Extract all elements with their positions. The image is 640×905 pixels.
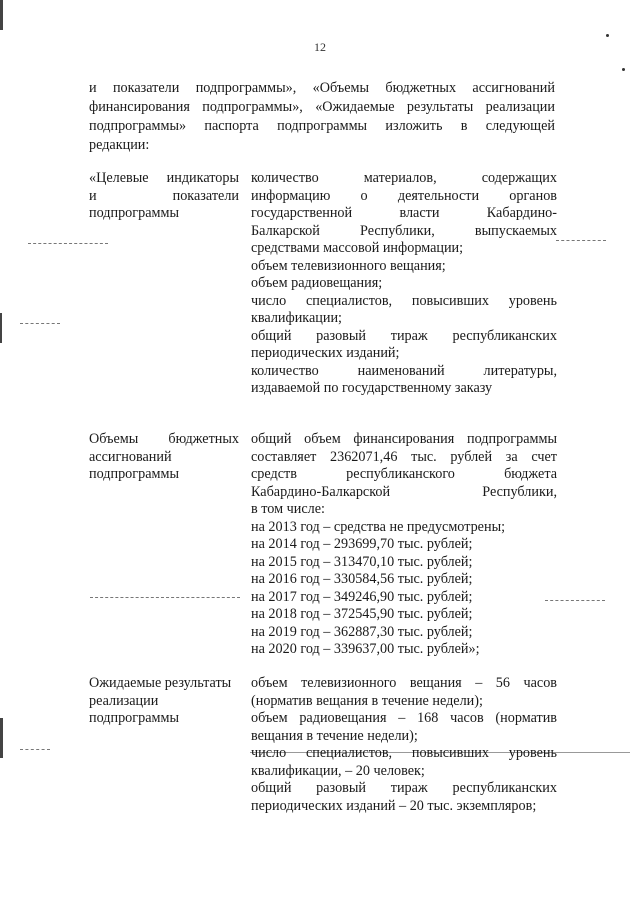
value-line: общий разовый тираж республиканских xyxy=(251,327,557,344)
value-line: на 2017 год – 349246,90 тыс. рублей; xyxy=(251,588,473,605)
label-line: реализации xyxy=(89,692,159,709)
value-line: объем радиовещания – 168 часов (норматив xyxy=(251,710,557,726)
section-budget-allocations xyxy=(89,431,557,659)
value-line: квалификации; xyxy=(251,310,342,326)
intro-line: редакции: xyxy=(89,137,150,153)
intro-paragraph xyxy=(89,79,555,155)
value-line: общий разовый тираж республиканских xyxy=(251,780,557,796)
section-label xyxy=(89,431,251,659)
page-number: 12 xyxy=(314,40,326,54)
value-line: на 2020 год – 339637,00 тыс. рублей»; xyxy=(251,641,480,657)
value-line: в том числе: xyxy=(251,501,325,517)
section-expected-results xyxy=(89,675,557,815)
label-line: подпрограммы xyxy=(89,205,179,221)
section-value xyxy=(251,431,557,659)
value-line: общий объем финансирования подпрограммы xyxy=(251,431,557,447)
label-line: Ожидаемые результаты xyxy=(89,675,232,691)
value-line: периодических изданий; xyxy=(251,345,400,361)
value-line: на 2014 год – 293699,70 тыс. рублей; xyxy=(251,536,473,552)
scan-speck xyxy=(622,68,625,71)
value-line: Кабардино-Балкарской Республики, xyxy=(251,483,557,500)
value-line: средствами массовой информации; xyxy=(251,240,464,256)
value-line: на 2019 год – 362887,30 тыс. рублей; xyxy=(251,623,473,640)
value-line: на 2016 год – 330584,56 тыс. рублей; xyxy=(251,571,473,587)
label-line: подпрограммы xyxy=(89,710,179,726)
label-line: Объемы бюджетных xyxy=(89,431,239,447)
intro-line: подпрограммы» паспорта подпрограммы изложить в следующей xyxy=(89,118,555,134)
value-line: Балкарской Республики, выпускаемых xyxy=(251,222,557,239)
label-line: подпрограммы xyxy=(89,466,179,482)
value-line: вещания в течение недели); xyxy=(251,727,418,744)
value-line: объем радиовещания; xyxy=(251,275,383,291)
scan-line xyxy=(556,240,606,242)
scan-line xyxy=(20,323,60,325)
section-label xyxy=(89,170,251,398)
value-line: средств республиканского бюджета xyxy=(251,466,557,482)
label-line: ассигнований xyxy=(89,448,172,465)
label-line: «Целевые индикаторы xyxy=(89,170,239,186)
value-line: составляет 2362071,46 тыс. рублей за счет xyxy=(251,448,557,465)
value-line: количество материалов, содержащих xyxy=(251,170,557,186)
value-line: (норматив вещания в течение недели); xyxy=(251,692,483,709)
value-line: на 2015 год – 313470,10 тыс. рублей; xyxy=(251,553,473,570)
scan-speck xyxy=(606,34,609,37)
intro-line: и показатели подпрограммы», «Объемы бюджетных ассигнований xyxy=(89,80,555,96)
value-line: государственной власти Кабардино- xyxy=(251,205,557,221)
scan-edge-mark-top xyxy=(0,0,3,30)
value-line: на 2018 год – 372545,90 тыс. рублей; xyxy=(251,606,473,622)
section-value xyxy=(251,170,557,398)
scan-edge-mark-bottom xyxy=(0,718,3,758)
value-line: квалификации, – 20 человек; xyxy=(251,762,425,779)
label-line: и показатели xyxy=(89,187,239,204)
value-line: число специалистов, повысивших уровень xyxy=(251,292,557,309)
section-target-indicators xyxy=(89,170,557,398)
scan-line xyxy=(20,749,50,751)
value-line: объем телевизионного вещания – 56 часов xyxy=(251,675,557,691)
value-line: издаваемой по государственному заказу xyxy=(251,380,493,396)
value-line: периодических изданий – 20 тыс. экземпляров; xyxy=(251,797,537,814)
value-line: количество наименований литературы, xyxy=(251,362,557,379)
value-line: на 2013 год – средства не предусмотрены; xyxy=(251,518,506,535)
scan-edge-mark-middle xyxy=(0,313,2,343)
intro-line: финансирования подпрограммы», «Ожидаемые результаты реализации xyxy=(89,99,555,115)
section-value xyxy=(251,675,557,815)
value-line: число специалистов, повысивших уровень xyxy=(251,745,557,761)
value-line: объем телевизионного вещания; xyxy=(251,257,446,274)
value-line: информацию о деятельности органов xyxy=(251,187,557,204)
section-label xyxy=(89,675,251,815)
